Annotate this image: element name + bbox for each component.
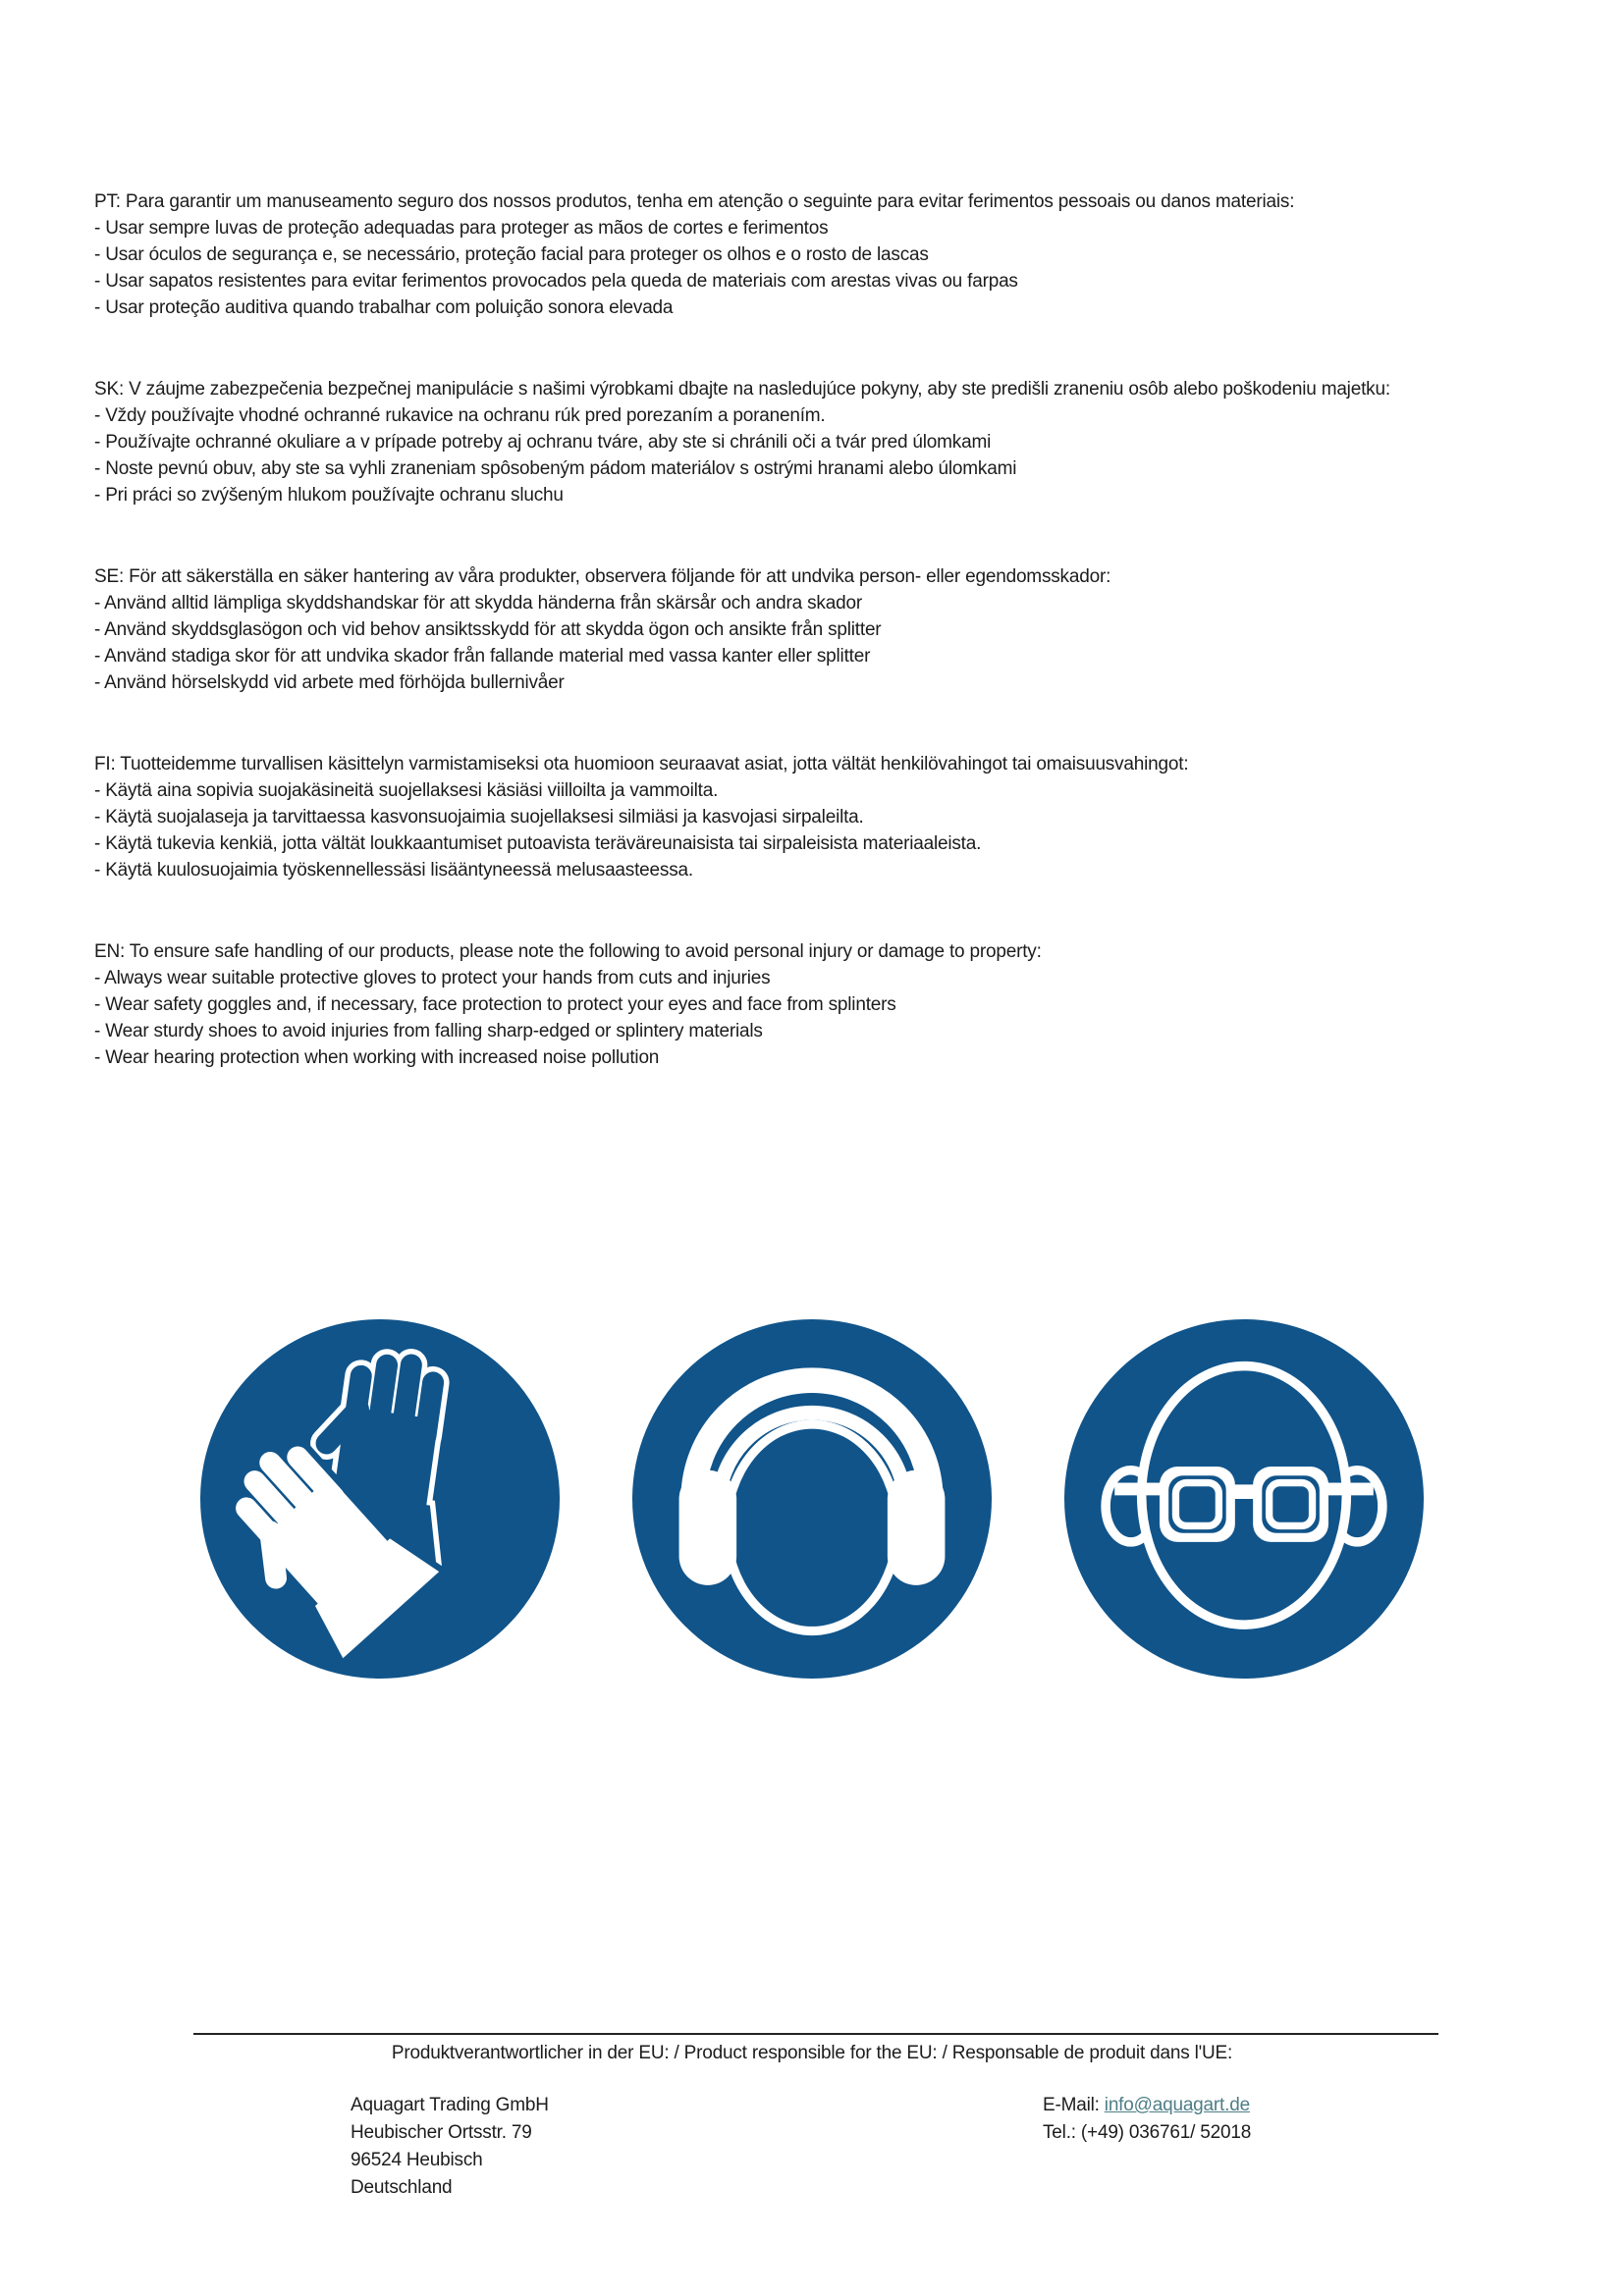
bullet-line: - Använd skyddsglasögon och vid behov ansiktsskydd för att skydda ögon och ansikte från splitter: [94, 619, 882, 640]
email-line: [1043, 2092, 1251, 2119]
section-pt: [94, 188, 1390, 321]
section-heading: PT: Para garantir um manuseamento seguro dos nossos produtos, tenha em atenção o seguinte para evitar ferimentos pessoais ou danos materiais:: [94, 191, 1295, 212]
email-label: E-Mail:: [1043, 2095, 1105, 2115]
bullet-line: - Vždy používajte vhodné ochranné rukavice na ochranu rúk pred porezaním a poranením.: [94, 405, 826, 426]
email-link[interactable]: info@aquagart.de: [1104, 2095, 1250, 2115]
company-address: [351, 2092, 549, 2202]
section-fi: [94, 751, 1390, 883]
company-contact: [1043, 2092, 1251, 2147]
bullet-line: - Använd alltid lämpliga skyddshandskar för att skydda händerna från skärsår och andra skador: [94, 593, 862, 614]
footer-divider: [193, 2033, 1438, 2035]
mandatory-pictograms: [0, 1319, 1624, 1679]
section-se: [94, 563, 1390, 696]
section-heading: SE: För att säkerställa en säker hantering av våra produkter, observera följande för att undvika person- eller egendomsskador:: [94, 566, 1111, 587]
wear-ear-protection-icon: [632, 1319, 992, 1679]
section-heading: FI: Tuotteidemme turvallisen käsittelyn varmistamiseksi ota huomioon seuraavat asiat, jotta vältät henkilövahingot tai omaisuusvahingot:: [94, 754, 1189, 774]
bullet-line: - Usar sapatos resistentes para evitar ferimentos provocados pela queda de materiais com arestas vivas ou farpas: [94, 271, 1018, 292]
bullet-line: - Always wear suitable protective gloves to protect your hands from cuts and injuries: [94, 968, 771, 988]
section-heading: EN: To ensure safe handling of our products, please note the following to avoid personal injury or damage to property:: [94, 941, 1042, 962]
bullet-line: - Käytä suojalaseja ja tarvittaessa kasvonsuojaimia suojellaksesi silmiäsi ja kasvojasi sirpaleilta.: [94, 807, 864, 828]
language-sections: [94, 188, 1390, 1126]
wear-eye-protection-icon: [1064, 1319, 1424, 1679]
company-country: Deutschland: [351, 2177, 453, 2198]
company-street: Heubischer Ortsstr. 79: [351, 2122, 532, 2143]
wear-protective-gloves-icon: [200, 1319, 560, 1679]
bullet-line: - Noste pevnú obuv, aby ste sa vyhli zraneniam spôsobeným pádom materiálov s ostrými hranami alebo úlomkami: [94, 458, 1017, 479]
footer-title: Produktverantwortlicher in der EU: / Product responsible for the EU: / Responsable de produit dans l'UE:: [391, 2043, 1233, 2063]
company-city: 96524 Heubisch: [351, 2150, 483, 2170]
bullet-line: - Använd stadiga skor för att undvika skador från fallande material med vassa kanter eller splitter: [94, 646, 871, 667]
bullet-line: - Käytä kuulosuojaimia työskennellessäsi lisääntyneessä melusaasteessa.: [94, 860, 693, 881]
bullet-line: - Usar proteção auditiva quando trabalhar com poluição sonora elevada: [94, 297, 674, 318]
bullet-line: - Používajte ochranné okuliare a v prípade potreby aj ochranu tváre, aby ste si chránili oči a tvár pred úlomkami: [94, 432, 992, 453]
bullet-line: - Wear sturdy shoes to avoid injuries from falling sharp-edged or splintery materials: [94, 1021, 763, 1041]
bullet-line: - Käytä tukevia kenkiä, jotta vältät loukkaantumiset putoavista teräväreunaisista tai sirpaleisista materiaaleista.: [94, 833, 982, 854]
section-heading: SK: V záujme zabezpečenia bezpečnej manipulácie s našimi výrobkami dbajte na nasledujúce pokyny, aby ste predišli zraneniu osôb alebo poškodeniu majetku:: [94, 379, 1390, 400]
bullet-line: - Usar óculos de segurança e, se necessário, proteção facial para proteger os olhos e o rosto de lascas: [94, 244, 929, 265]
bullet-line: - Wear hearing protection when working with increased noise pollution: [94, 1047, 660, 1068]
bullet-line: - Wear safety goggles and, if necessary, face protection to protect your eyes and face from splinters: [94, 994, 896, 1015]
section-en: [94, 938, 1390, 1071]
bullet-line: - Usar sempre luvas de proteção adequadas para proteger as mãos de cortes e ferimentos: [94, 218, 829, 239]
bullet-line: - Pri práci so zvýšeným hlukom používajte ochranu sluchu: [94, 485, 564, 506]
bullet-line: - Käytä aina sopivia suojakäsineitä suojellaksesi käsiäsi viilloilta ja vammoilta.: [94, 780, 719, 801]
bullet-line: - Använd hörselskydd vid arbete med förhöjda bullernivåer: [94, 672, 565, 693]
company-name: Aquagart Trading GmbH: [351, 2095, 549, 2115]
phone-line: Tel.: (+49) 036761/ 52018: [1043, 2122, 1252, 2143]
section-sk: [94, 376, 1390, 508]
